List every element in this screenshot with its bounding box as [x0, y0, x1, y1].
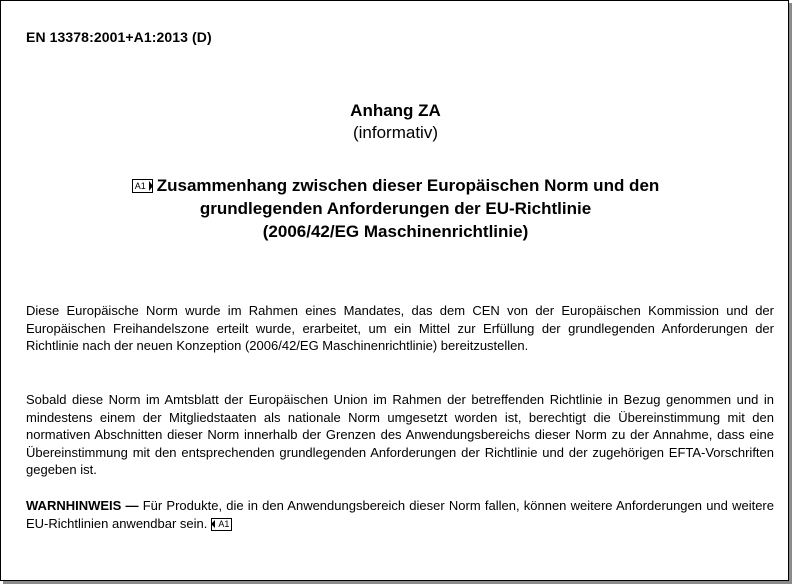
- main-heading: [41, 174, 750, 243]
- paragraph-presumption: Sobald diese Norm im Amtsblatt der Europäischen Union im Rahmen der betreffenden Richtlinie in Bezug genommen und in mindestens einem der Mitgliedstaaten als nationale Norm umgesetzt worden ist, berechtigt die Übereinstimmung mit den normativen Abschnitten dieser Norm innerhalb der Grenzen des Anwendungsbereichs dieser Norm zu der Annahme, dass eine Übereinstimmung mit den entsprechenden grundlegenden Anforderungen der Richtlinie und der zugehörigen EFTA-Vorschriften gegeben ist.: [26, 392, 774, 477]
- standard-code: EN 13378:2001+A1:2013 (D): [26, 29, 212, 45]
- paragraph-warning: [26, 497, 774, 532]
- heading-line-3: (2006/42/EG Maschinenrichtlinie): [262, 222, 529, 241]
- paragraph-mandate: Diese Europäische Norm wurde im Rahmen eines Mandates, das dem CEN von der Europäischen Kommission und der Europäischen Freihandelszone erteilt wurde, erarbeitet, um ein Mittel zur Erfüllung der grundlegenden Anforderungen der Richtlinie nach der neuen Konzeption (2006/42/EG Maschinenrichtlinie) bereitzustellen.: [26, 303, 774, 353]
- warning-label: WARNHINWEIS —: [26, 498, 139, 513]
- warning-text: Für Produkte, die in den Anwendungsbereich dieser Norm fallen, können weitere Anforderungen und weitere EU-Richtlinien anwendbar sein.: [26, 498, 774, 531]
- annex-title: Anhang ZA: [350, 101, 441, 120]
- amendment-start-icon: A1: [132, 179, 153, 193]
- amendment-end-icon: A1: [211, 518, 232, 531]
- heading-line-2: grundlegenden Anforderungen der EU-Richtlinie: [199, 199, 592, 218]
- heading-line-1: Zusammenhang zwischen dieser Europäischen Norm und den: [156, 176, 660, 195]
- annex-type: (informativ): [352, 123, 438, 142]
